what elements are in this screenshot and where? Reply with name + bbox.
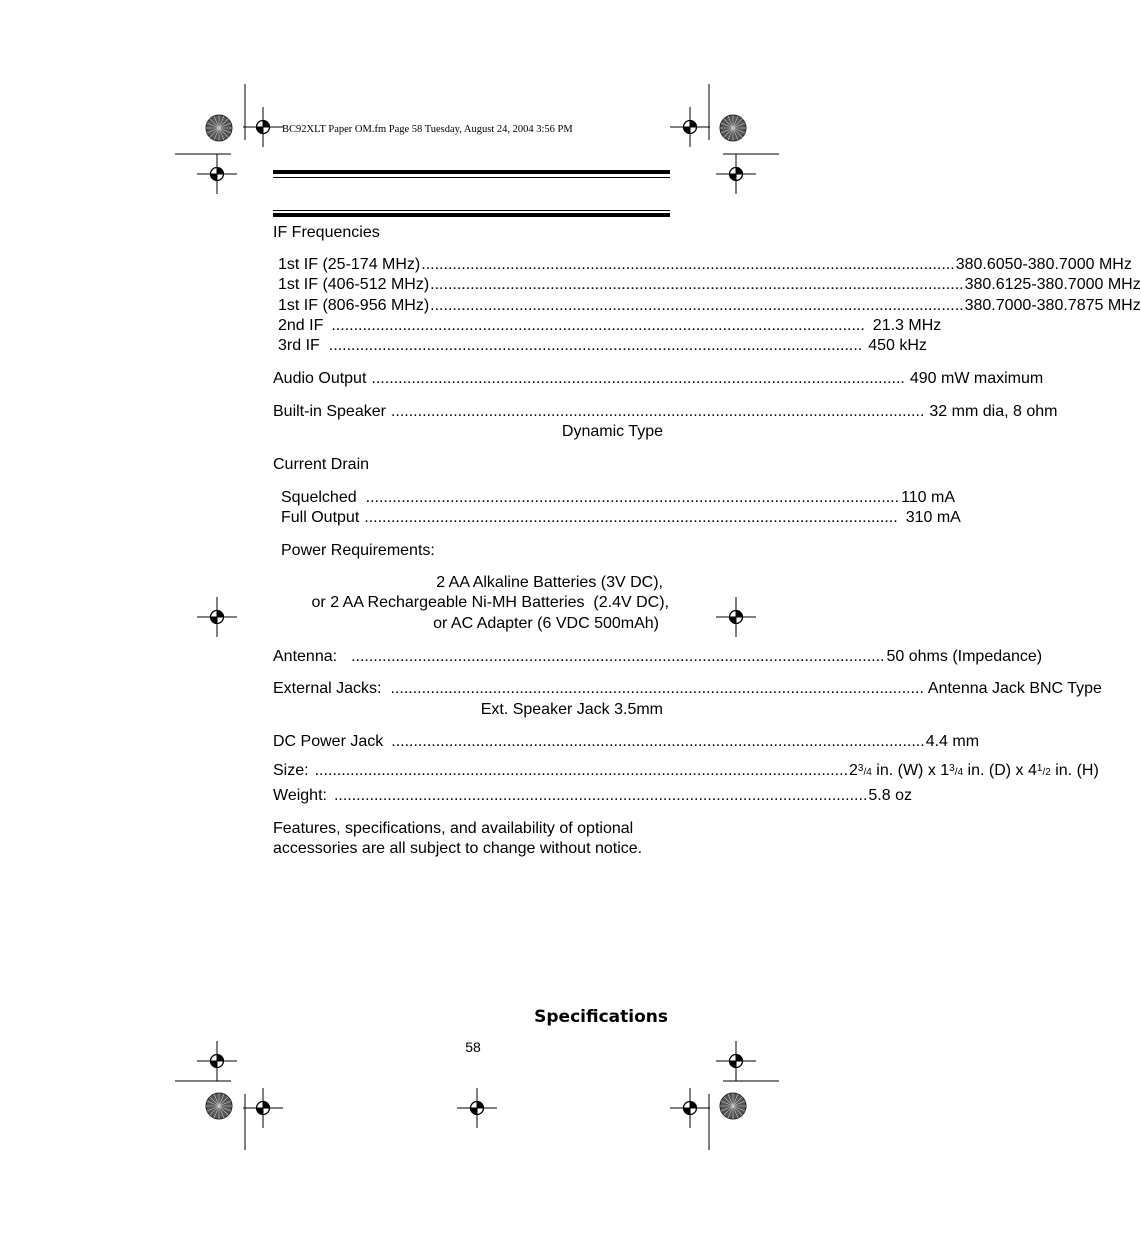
external-jacks-row: External Jacks: ........................................................................................................................ Antenna Jack BNC Type <box>273 680 1102 697</box>
weight-row: Weight: ........................................................................................................................ 5.8 oz <box>273 787 912 804</box>
current-drain-heading: Current Drain <box>273 456 370 473</box>
header-rule-thick <box>273 170 670 174</box>
dot-leader: ........................................................................................................................ <box>351 648 885 665</box>
external-jacks-speaker: Ext. Speaker Jack 3.5mm <box>480 701 663 718</box>
if-frequencies-heading: IF Frequencies <box>273 224 380 241</box>
spec-row: Squelched ........................................................................................................................ 110 mA <box>281 489 956 506</box>
page-number: 58 <box>465 1039 481 1055</box>
spec-row: 1st IF (25-174 MHz) ........................................................................................................................ 380.6050-380.7000 MHz <box>278 256 1132 273</box>
dot-leader: ........................................................................................................................ <box>430 276 964 293</box>
registration-mark-icon <box>243 1088 283 1128</box>
dot-leader: ........................................................................................................................ <box>365 489 900 506</box>
dot-leader: ........................................................................................................................ <box>430 297 964 314</box>
spec-row: 2nd IF ........................................................................................................................ 21.3 MHz <box>278 317 942 334</box>
section-title: Specifications <box>534 1007 668 1027</box>
dot-leader: ........................................................................................................................ <box>421 256 955 273</box>
section-rule-thick <box>273 213 670 217</box>
size-row: Size: ........................................................................................................................ $2^3/4$ in. (W) x $1^3/4$ in. (D) x $4^1/2$ in. (H) <box>273 762 1099 779</box>
dot-leader: ........................................................................................................................ <box>314 762 849 779</box>
registration-mark-icon <box>716 597 756 637</box>
section-rule-thin <box>273 210 670 211</box>
dot-leader: ........................................................................................................................ <box>328 337 863 354</box>
dot-leader: ........................................................................................................................ <box>390 680 924 697</box>
registration-mark-icon <box>716 154 756 194</box>
star-target-icon <box>720 1093 746 1119</box>
dc-power-jack-row: DC Power Jack ........................................................................................................................ 4.4 mm <box>273 733 980 750</box>
speaker-row: Built-in Speaker ........................................................................................................................ 32 mm dia, 8 ohm <box>273 403 1058 420</box>
spec-row: 1st IF (406-512 MHz) ........................................................................................................................ 380.6125-380.7000 MHz <box>278 276 1141 293</box>
audio-output-row: Audio Output ........................................................................................................................ 490 mW maximum <box>273 370 1044 387</box>
star-target-icon <box>206 115 232 141</box>
notice-line: Features, specifications, and availability of optional <box>273 820 634 837</box>
star-target-icon <box>206 1093 232 1119</box>
star-target-icon <box>720 115 746 141</box>
dot-leader: ........................................................................................................................ <box>371 370 905 387</box>
dot-leader: ........................................................................................................................ <box>390 403 925 420</box>
spec-row: 1st IF (806-956 MHz) ........................................................................................................................ 380.7000-380.7875 MHz <box>278 297 1141 314</box>
dot-leader: ........................................................................................................................ <box>391 733 925 750</box>
dot-leader: ........................................................................................................................ <box>333 787 868 804</box>
antenna-row: Antenna: ........................................................................................................................ 50 ohms (Impedance) <box>273 648 1043 665</box>
speaker-type: Dynamic Type <box>561 423 663 440</box>
power-line: or AC Adapter (6 VDC 500mAh) <box>433 615 659 632</box>
registration-mark-icon <box>457 1088 497 1128</box>
registration-mark-icon <box>670 1088 710 1128</box>
registration-mark-icon <box>670 107 710 147</box>
file-info-header: BC92XLT Paper OM.fm Page 58 Tuesday, August 24, 2004 3:56 PM <box>282 124 573 135</box>
notice-line: accessories are all subject to change without notice. <box>273 840 643 857</box>
spec-row: Full Output ........................................................................................................................ 310 mA <box>281 509 961 526</box>
dot-leader: ........................................................................................................................ <box>364 509 898 526</box>
power-line: 2 AA Alkaline Batteries (3V DC), <box>436 574 663 591</box>
registration-mark-icon <box>197 154 237 194</box>
header-rule-thin <box>273 177 670 178</box>
registration-mark-icon <box>197 597 237 637</box>
power-line: or 2 AA Rechargeable Ni-MH Batteries (2.4V DC), <box>311 594 669 611</box>
spec-row: 3rd IF ........................................................................................................................ 450 kHz <box>278 337 927 354</box>
power-requirements-heading: Power Requirements: <box>281 542 435 559</box>
dot-leader: ........................................................................................................................ <box>331 317 865 334</box>
registration-mark-icon <box>243 107 283 147</box>
